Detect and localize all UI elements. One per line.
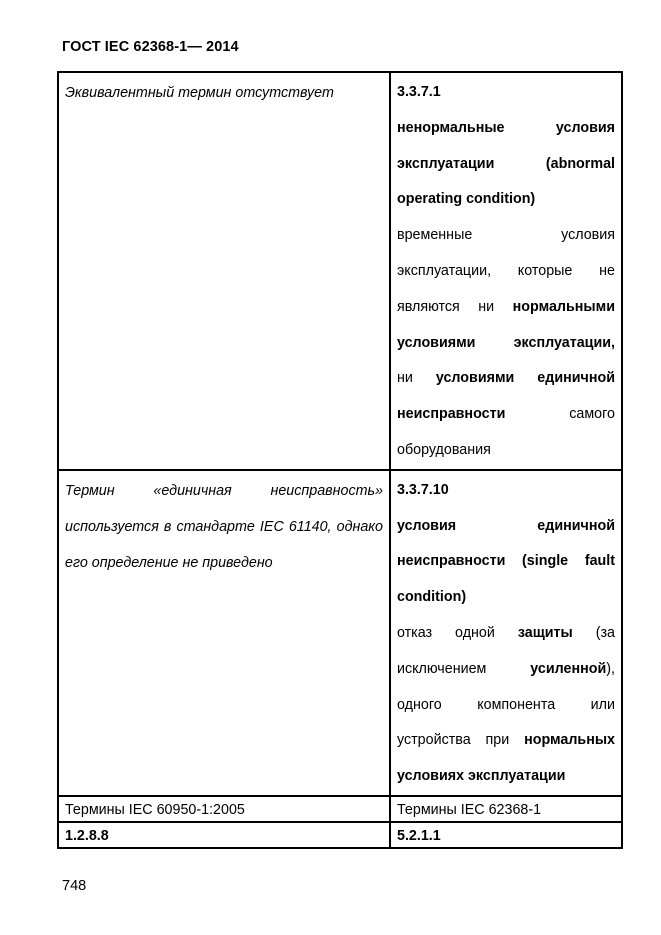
clause-number-left: 1.2.8.8: [58, 822, 390, 848]
left-cell-text: Эквивалентный термин отсутствует: [65, 85, 334, 101]
definition-line: временные условия: [397, 227, 615, 244]
page-number: 748: [62, 878, 87, 894]
table-row: [58, 796, 622, 822]
right-cell: [390, 470, 622, 796]
definition-line: исключением усиленной),: [397, 660, 615, 677]
definition-line: условиями эксплуатации,: [397, 334, 615, 351]
table-row: [58, 72, 622, 470]
left-cell: [58, 72, 390, 470]
definition-line: являются ни нормальными: [397, 298, 615, 315]
clause-number-right: 5.2.1.1: [390, 822, 622, 848]
definition-line: одного компонента или: [397, 696, 615, 713]
definition-line: отказ одной защиты (за: [397, 624, 615, 641]
term-name-line: эксплуатации (abnormal: [397, 155, 615, 172]
table-row: [58, 470, 622, 796]
term-number: 3.3.7.1: [397, 84, 441, 100]
term-number: 3.3.7.10: [397, 481, 449, 498]
left-cell: [58, 470, 390, 796]
term-name-line: неисправности (single fault: [397, 553, 615, 570]
definition-line: условиях эксплуатации: [397, 768, 566, 785]
table-row: [58, 822, 622, 848]
definition-line: устройства при нормальных: [397, 732, 615, 749]
definition-line: эксплуатации, которые не: [397, 262, 615, 279]
column-header-right: Термины IEC 62368-1: [390, 796, 622, 822]
term-name-line: operating condition): [397, 191, 536, 208]
term-name-line: условия единичной: [397, 517, 615, 534]
definition-line: ни условиями единичной: [397, 370, 615, 387]
document-header: ГОСТ IEC 62368-1— 2014: [62, 39, 239, 55]
definition-line: оборудования: [397, 441, 491, 458]
term-name-line: condition): [397, 589, 467, 606]
right-cell: [390, 72, 622, 470]
left-cell-text: Термин «единичная неисправность» используется в стандарте IEC 61140, однако его определение не приведено: [65, 482, 383, 571]
terms-table: [57, 71, 623, 849]
definition-line: неисправности самого: [397, 406, 615, 423]
term-name-line: ненормальные условия: [397, 119, 615, 136]
column-header-left: Термины IEC 60950-1:2005: [58, 796, 390, 822]
